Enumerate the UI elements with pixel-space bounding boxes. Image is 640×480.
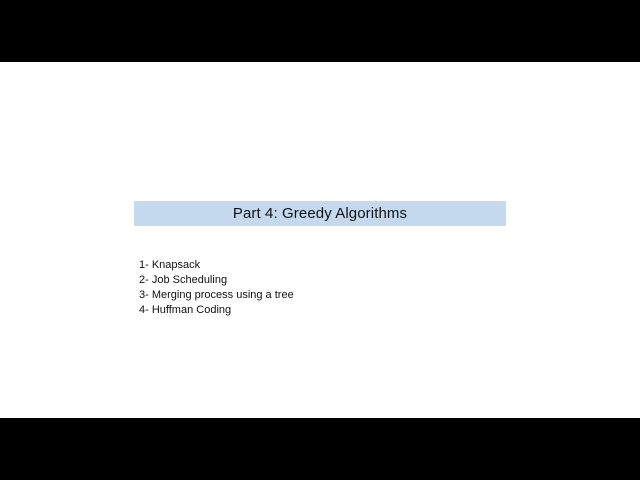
topic-item-huffman-coding: 4- Huffman Coding	[139, 304, 232, 316]
topic-item-knapsack: 1- Knapsack	[139, 259, 201, 271]
topic-item-job-scheduling: 2- Job Scheduling	[139, 274, 228, 286]
slide	[0, 62, 640, 418]
topic-list	[139, 258, 294, 318]
slide-title: Part 4: Greedy Algorithms	[232, 205, 408, 222]
title-bar	[134, 201, 506, 226]
topic-item-merging-process: 3- Merging process using a tree	[139, 289, 294, 301]
